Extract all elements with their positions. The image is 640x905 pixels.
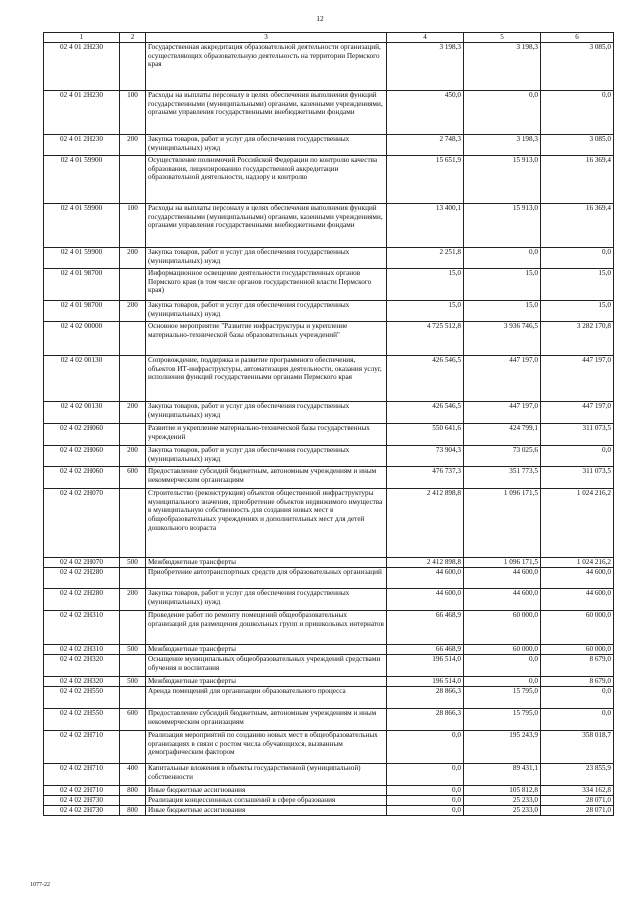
row-name: Межбюджетные трансферты: [146, 677, 387, 687]
row-value-col5: 0,0: [464, 655, 541, 677]
row-name: Развитие и укрепление материально-технической базы государственных учреждений: [146, 424, 387, 446]
row-value-col6: 16 369,4: [541, 204, 614, 248]
row-value-col6: 28 071,0: [541, 796, 614, 806]
row-code: 02 4 01 59900: [44, 204, 120, 248]
row-expense-type: [120, 489, 146, 558]
row-value-col5: 44 600,0: [464, 589, 541, 611]
row-name: Закупка товаров, работ и услуг для обеспечения государственных (муниципальных) нужд: [146, 135, 387, 156]
table-header: [44, 33, 614, 43]
row-code: 02 4 01 98700: [44, 269, 120, 301]
row-expense-type: 200: [120, 248, 146, 269]
row-value-col5: 60 000,0: [464, 645, 541, 655]
row-value-col4: 0,0: [387, 796, 464, 806]
row-expense-type: [120, 356, 146, 402]
table-row: [44, 645, 614, 655]
row-name: Предоставление субсидий бюджетным, автономным учреждениям и иным некоммерческим организациям: [146, 467, 387, 489]
row-value-col5: 3 936 746,5: [464, 322, 541, 356]
table-row: [44, 301, 614, 322]
row-value-col6: 3 282 170,8: [541, 322, 614, 356]
row-code: 02 4 02 00130: [44, 402, 120, 424]
row-value-col5: 25 233,0: [464, 796, 541, 806]
row-value-col5: 89 431,1: [464, 764, 541, 786]
row-name: Основное мероприятие "Развитие инфраструктуры и укрепление материально-технической базы образовательных учреждений": [146, 322, 387, 356]
row-name: Проведение работ по ремонту помещений общеобразовательных организаций для размещения дошкольных групп и пришкольных интернатов: [146, 611, 387, 645]
row-code: 02 4 02 2Н710: [44, 764, 120, 786]
row-name: Оснащение муниципальных общеобразовательных учреждений средствами обучения и воспитания: [146, 655, 387, 677]
row-value-col4: 15,0: [387, 269, 464, 301]
row-expense-type: [120, 655, 146, 677]
row-name: Капитальные вложения в объекты государственной (муниципальной) собственности: [146, 764, 387, 786]
row-value-col6: 8 679,0: [541, 677, 614, 687]
row-name: Расходы на выплаты персоналу в целях обеспечения выполнения функций государственными (муниципальными) органами, казенными учреждениями, органами управления государственными внебюджетными фондами: [146, 204, 387, 248]
row-expense-type: 100: [120, 204, 146, 248]
row-expense-type: [120, 731, 146, 764]
table-row: [44, 764, 614, 786]
row-value-col6: 447 197,0: [541, 402, 614, 424]
row-value-col6: 8 679,0: [541, 655, 614, 677]
row-code: 02 4 01 2Н230: [44, 135, 120, 156]
page-number: 12: [316, 14, 324, 23]
table-row: [44, 731, 614, 764]
row-value-col4: 73 904,3: [387, 446, 464, 467]
row-value-col4: 476 737,3: [387, 467, 464, 489]
row-value-col5: 424 799,1: [464, 424, 541, 446]
row-value-col4: 44 600,0: [387, 589, 464, 611]
row-name: Закупка товаров, работ и услуг для обеспечения государственных (муниципальных) нужд: [146, 446, 387, 467]
row-code: 02 4 02 00130: [44, 356, 120, 402]
row-code: 02 4 02 2Н320: [44, 655, 120, 677]
row-value-col4: 3 198,3: [387, 43, 464, 91]
row-value-col5: 3 198,3: [464, 135, 541, 156]
row-value-col6: 60 000,0: [541, 645, 614, 655]
table-row: [44, 796, 614, 806]
table-row: [44, 709, 614, 731]
row-expense-type: [120, 424, 146, 446]
row-value-col6: 311 073,5: [541, 467, 614, 489]
row-value-col5: 15 795,0: [464, 709, 541, 731]
table-row: [44, 43, 614, 91]
row-name: Расходы на выплаты персоналу в целях обеспечения выполнения функций государственными (муниципальными) органами, казенными учреждениями, органами управления государственными внебюджетными фондами: [146, 91, 387, 135]
table-row: [44, 806, 614, 816]
row-name: Аренда помещений для организации образовательного процесса: [146, 687, 387, 709]
row-value-col5: 15,0: [464, 301, 541, 322]
row-value-col5: 73 025,6: [464, 446, 541, 467]
row-expense-type: 200: [120, 402, 146, 424]
row-value-col6: 44 600,0: [541, 589, 614, 611]
table-row: [44, 687, 614, 709]
table-row: [44, 677, 614, 687]
row-code: 02 4 01 59900: [44, 156, 120, 204]
row-value-col4: 2 251,8: [387, 248, 464, 269]
budget-table: [43, 32, 614, 816]
table-row: [44, 156, 614, 204]
table-row: [44, 655, 614, 677]
row-code: 02 4 02 2Н710: [44, 731, 120, 764]
row-value-col6: 358 018,7: [541, 731, 614, 764]
row-code: 02 4 01 2Н230: [44, 43, 120, 91]
table-row: [44, 248, 614, 269]
row-value-col4: 2 748,3: [387, 135, 464, 156]
table-row: [44, 424, 614, 446]
row-code: 02 4 01 2Н230: [44, 91, 120, 135]
row-value-col5: 447 197,0: [464, 402, 541, 424]
row-value-col4: 2 412 898,8: [387, 558, 464, 568]
row-value-col6: 311 073,5: [541, 424, 614, 446]
row-value-col6: 0,0: [541, 248, 614, 269]
row-value-col4: 15,0: [387, 301, 464, 322]
row-name: Иные бюджетные ассигнования: [146, 786, 387, 796]
row-name: Межбюджетные трансферты: [146, 558, 387, 568]
row-value-col4: 15 651,9: [387, 156, 464, 204]
row-value-col4: 4 725 512,8: [387, 322, 464, 356]
row-value-col5: 351 773,5: [464, 467, 541, 489]
row-code: 02 4 02 2Н280: [44, 589, 120, 611]
row-code: 02 4 02 2Н310: [44, 645, 120, 655]
row-value-col6: 15,0: [541, 269, 614, 301]
row-name: Закупка товаров, работ и услуг для обеспечения государственных (муниципальных) нужд: [146, 301, 387, 322]
row-code: 02 4 02 2Н550: [44, 709, 120, 731]
row-code: 02 4 02 2Н070: [44, 489, 120, 558]
row-value-col6: 60 000,0: [541, 611, 614, 645]
row-name: Закупка товаров, работ и услуг для обеспечения государственных (муниципальных) нужд: [146, 402, 387, 424]
table-row: [44, 589, 614, 611]
row-expense-type: [120, 796, 146, 806]
row-value-col5: 44 600,0: [464, 568, 541, 589]
row-expense-type: 500: [120, 645, 146, 655]
row-value-col5: 15 913,0: [464, 156, 541, 204]
row-value-col6: 447 197,0: [541, 356, 614, 402]
row-value-col5: 15,0: [464, 269, 541, 301]
row-expense-type: 800: [120, 806, 146, 816]
row-value-col6: 334 162,8: [541, 786, 614, 796]
table-row: [44, 786, 614, 796]
row-value-col5: 0,0: [464, 677, 541, 687]
table-row: [44, 91, 614, 135]
row-expense-type: [120, 156, 146, 204]
row-value-col4: 0,0: [387, 786, 464, 796]
row-value-col6: 3 085,0: [541, 43, 614, 91]
row-value-col6: 44 600,0: [541, 568, 614, 589]
row-value-col6: 28 071,0: [541, 806, 614, 816]
row-value-col6: 0,0: [541, 91, 614, 135]
row-expense-type: 100: [120, 91, 146, 135]
row-value-col6: 3 085,0: [541, 135, 614, 156]
row-code: 02 4 02 2Н730: [44, 796, 120, 806]
row-value-col4: 550 641,6: [387, 424, 464, 446]
row-value-col5: 0,0: [464, 248, 541, 269]
row-value-col4: 196 514,0: [387, 677, 464, 687]
row-code: 02 4 02 2Н550: [44, 687, 120, 709]
table-row: [44, 611, 614, 645]
row-code: 02 4 02 2Н320: [44, 677, 120, 687]
row-value-col4: 66 468,9: [387, 611, 464, 645]
row-value-col4: 13 400,1: [387, 204, 464, 248]
row-code: 02 4 02 2Н060: [44, 446, 120, 467]
row-expense-type: [120, 322, 146, 356]
row-value-col6: 0,0: [541, 709, 614, 731]
row-code: 02 4 01 59900: [44, 248, 120, 269]
header-col-5: 5: [464, 33, 541, 43]
row-name: Сопровождение, поддержка и развитие программного обеспечения, объектов ИТ-инфраструктуры, автоматизация деятельности, оказания услуг, исполнения функций государственными органами Пермского края: [146, 356, 387, 402]
row-name: Закупка товаров, работ и услуг для обеспечения государственных (муниципальных) нужд: [146, 589, 387, 611]
row-value-col4: 2 412 898,8: [387, 489, 464, 558]
table-row: [44, 322, 614, 356]
table-body: [44, 43, 614, 816]
row-expense-type: 200: [120, 589, 146, 611]
row-expense-type: [120, 611, 146, 645]
table-row: [44, 204, 614, 248]
table-row: [44, 446, 614, 467]
row-value-col5: 447 197,0: [464, 356, 541, 402]
table-row: [44, 269, 614, 301]
table-row: [44, 558, 614, 568]
row-expense-type: [120, 568, 146, 589]
row-value-col5: 105 812,8: [464, 786, 541, 796]
row-value-col4: 0,0: [387, 764, 464, 786]
row-value-col6: 16 369,4: [541, 156, 614, 204]
row-expense-type: [120, 269, 146, 301]
row-code: 02 4 02 2Н060: [44, 467, 120, 489]
row-code: 02 4 01 98700: [44, 301, 120, 322]
row-value-col4: 66 468,9: [387, 645, 464, 655]
row-value-col6: 0,0: [541, 687, 614, 709]
row-code: 02 4 02 2Н060: [44, 424, 120, 446]
row-value-col6: 15,0: [541, 301, 614, 322]
table-row: [44, 489, 614, 558]
row-expense-type: 600: [120, 467, 146, 489]
row-name: Государственная аккредитация образовательной деятельности организаций, осуществляющих образовательную деятельность на территории Пермского края: [146, 43, 387, 91]
row-name: Приобретение автотранспортных средств для образовательных организаций: [146, 568, 387, 589]
row-value-col4: 0,0: [387, 731, 464, 764]
row-value-col4: 44 600,0: [387, 568, 464, 589]
row-code: 02 4 02 2Н710: [44, 786, 120, 796]
row-expense-type: 600: [120, 709, 146, 731]
row-expense-type: 200: [120, 301, 146, 322]
row-value-col5: 15 913,0: [464, 204, 541, 248]
row-value-col4: 196 514,0: [387, 655, 464, 677]
table-row: [44, 402, 614, 424]
row-expense-type: [120, 43, 146, 91]
row-value-col4: 0,0: [387, 806, 464, 816]
header-col-2: 2: [120, 33, 146, 43]
table-row: [44, 568, 614, 589]
row-value-col5: 195 243,9: [464, 731, 541, 764]
table-row: [44, 467, 614, 489]
row-code: 02 4 02 00000: [44, 322, 120, 356]
row-name: Межбюджетные трансферты: [146, 645, 387, 655]
row-name: Реализация мероприятий по созданию новых мест в общеобразовательных организациях в связи с ростом числа обучающихся, вызванным демографическим фактором: [146, 731, 387, 764]
row-value-col5: 60 000,0: [464, 611, 541, 645]
row-value-col5: 1 096 171,5: [464, 558, 541, 568]
row-name: Осуществление полномочий Российской Федерации по контролю качества образования, лицензированию государственной аккредитации образовательной деятельности, надзору и контролю: [146, 156, 387, 204]
row-value-col5: 0,0: [464, 91, 541, 135]
header-col-4: 4: [387, 33, 464, 43]
row-code: 02 4 02 2Н310: [44, 611, 120, 645]
row-value-col4: 426 546,5: [387, 402, 464, 424]
row-name: Строительство (реконструкция) объектов общественной инфраструктуры муниципального значения, приобретение объектов недвижимого имущества в муниципальную собственность для создания новых мест в общеобразовательных учреждениях и дополнительных мест для детей дошкольного возраста: [146, 489, 387, 558]
row-value-col4: 450,0: [387, 91, 464, 135]
row-name: Предоставление субсидий бюджетным, автономным учреждениям и иным некоммерческим организациям: [146, 709, 387, 731]
row-name: Реализация концессионных соглашений в сфере образования: [146, 796, 387, 806]
row-expense-type: 200: [120, 135, 146, 156]
row-name: Закупка товаров, работ и услуг для обеспечения государственных (муниципальных) нужд: [146, 248, 387, 269]
table-row: [44, 356, 614, 402]
row-expense-type: 500: [120, 558, 146, 568]
row-value-col4: 426 546,5: [387, 356, 464, 402]
table-row: [44, 135, 614, 156]
row-value-col6: 0,0: [541, 446, 614, 467]
header-col-1: 1: [44, 33, 120, 43]
header-col-3: 3: [146, 33, 387, 43]
header-row: [44, 33, 614, 43]
row-value-col5: 15 795,0: [464, 687, 541, 709]
row-name: Информационное освещение деятельности государственных органов Пермского края (в том числе органов государственной власти Пермского края): [146, 269, 387, 301]
row-value-col6: 1 024 216,2: [541, 489, 614, 558]
row-value-col6: 23 855,9: [541, 764, 614, 786]
document-code: 1077-22: [30, 882, 50, 888]
row-expense-type: [120, 687, 146, 709]
row-value-col4: 28 866,3: [387, 687, 464, 709]
row-value-col5: 25 233,0: [464, 806, 541, 816]
row-code: 02 4 02 2Н280: [44, 568, 120, 589]
row-value-col6: 1 024 216,2: [541, 558, 614, 568]
row-value-col5: 1 096 171,5: [464, 489, 541, 558]
header-col-6: 6: [541, 33, 614, 43]
row-value-col5: 3 198,3: [464, 43, 541, 91]
row-code: 02 4 02 2Н730: [44, 806, 120, 816]
row-name: Иные бюджетные ассигнования: [146, 806, 387, 816]
row-code: 02 4 02 2Н070: [44, 558, 120, 568]
row-expense-type: 400: [120, 764, 146, 786]
row-expense-type: 500: [120, 677, 146, 687]
row-value-col4: 28 866,3: [387, 709, 464, 731]
row-expense-type: 800: [120, 786, 146, 796]
row-expense-type: 200: [120, 446, 146, 467]
